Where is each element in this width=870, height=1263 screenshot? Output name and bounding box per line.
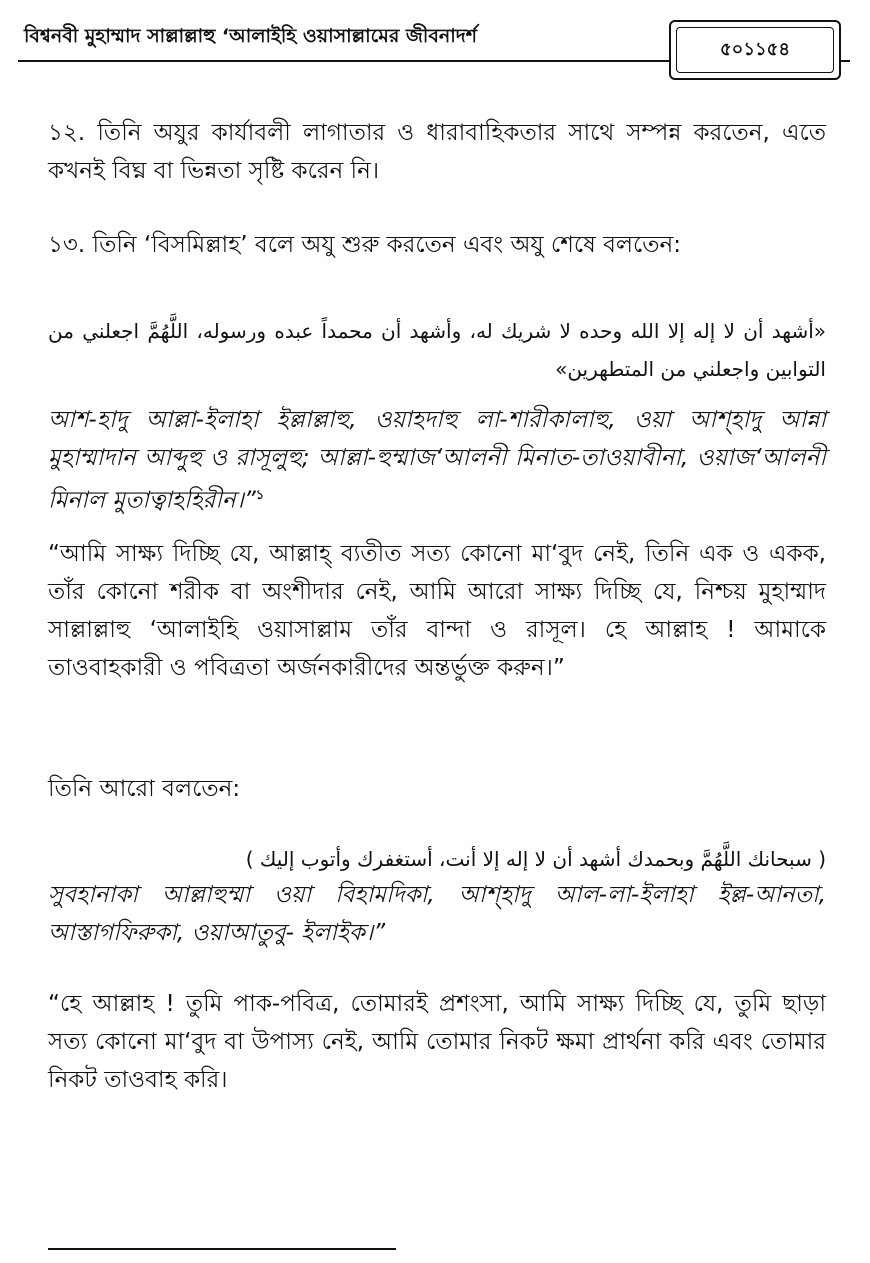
footnote-rule	[48, 1248, 396, 1250]
arabic-dua-1: «أشهد أن لا إله إلا الله وحده لا شريك له، وأشهد أن محمداً عبده ورسوله، اللَّهُمَّ اجعلني من التوابين واجعلني من المتطهرين»	[48, 319, 826, 381]
transliteration-1	[48, 401, 826, 520]
page-number: ৫০১১৫৪	[676, 27, 834, 73]
arabic-dua-2: ( سبحانك اللَّهُمَّ وبحمدك أشهد أن لا إله إلا أنت، أستغفرك وأتوب إليك )	[245, 847, 826, 871]
transliteration-1-text: আশ-হাদু আল্লা-ইলাহা ইল্লাল্লাহু, ওয়াহদাহু লা-শারীকালাহু, ওয়া আশ্হাদু আন্না মুহাম্মাদান আব্দুহু ও রাসূলুহু; আল্লা-হুম্মাজ‘আলনী মিনাত-তাওয়াবীনা, ওয়াজ‘আলনী মিনাল মুতাত্বাহহিরীন।”	[48, 407, 826, 514]
translation-2: “হে আল্লাহ ! তুমি পাক-পবিত্র, তোমারই প্রশংসা, আমি সাক্ষ্য দিচ্ছি যে, তুমি ছাড়া সত্য কোনো মা‘বুদ বা উপাস্য নেই, আমি তোমার নিকট ক্ষমা প্রার্থনা করি এবং তোমার নিকট তাওবাহ করি।	[48, 991, 826, 1093]
page-number-box	[669, 20, 841, 80]
translation-1: “আমি সাক্ষ্য দিচ্ছি যে, আল্লাহ্ ব্যতীত সত্য কোনো মা‘বুদ নেই, তিনি এক ও একক, তাঁর কোনো শরীক বা অংশীদার নেই, আমি আরো সাক্ষ্য দিচ্ছি যে, নিশ্চয় মুহাম্মাদ সাল্লাল্লাহু ‘আলাইহি ওয়াসাল্লাম তাঁর বান্দা ও রাসূল। হে আল্লাহ ! আমাকে তাওবাহকারী ও পবিত্রতা অর্জনকারীদের অন্তর্ভুক্ত করুন।”	[48, 541, 826, 681]
paragraph-more: তিনি আরো বলতেন:	[48, 776, 241, 802]
running-header-title: বিশ্বনবী মুহাম্মাদ সাল্লাল্লাহু ‘আলাইহি ওয়াসাল্লামের জীবনাদর্শ	[24, 25, 478, 47]
paragraph-12: ১২. তিনি অযুর কার্যাবলী লাগাতার ও ধারাবাহিকতার সাথে সম্পন্ন করতেন, এতে কখনই বিঘ্ন বা ভিন্নতা সৃষ্টি করেন নি।	[48, 120, 826, 184]
paragraph-13: ১৩. তিনি ‘বিসমিল্লাহ’ বলে অযু শুরু করতেন এবং অযু শেষে বলতেন:	[48, 232, 682, 258]
footnote-mark: ১	[255, 488, 265, 503]
transliteration-2: সুবহানাকা আল্লাহুম্মা ওয়া বিহামদিকা, আশ্হাদু আল-লা-ইলাহা ইল্ল-আনতা, আস্তাগফিরুকা, ওয়াআতুবু- ইলাইক।”	[48, 882, 826, 946]
